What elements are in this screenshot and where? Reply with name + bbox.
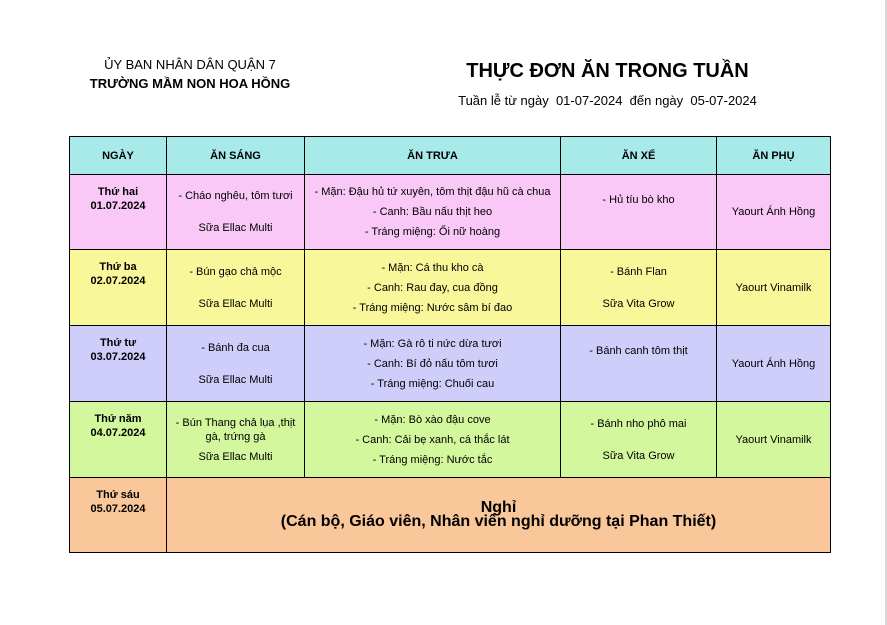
day-date: 03.07.2024 — [90, 351, 146, 363]
afternoon-item: - Hủ tíu bò kho — [602, 194, 675, 206]
lunch-soup: - Canh: Cải bẹ xanh, cá thắc lát — [355, 433, 510, 446]
column-header-lunch: ĂN TRƯA — [305, 137, 561, 175]
snack-cell — [717, 250, 831, 326]
table-row — [70, 402, 831, 478]
snack-cell — [717, 175, 831, 250]
holiday-title: Nghỉ — [480, 499, 517, 516]
table-row — [70, 326, 831, 402]
snack-cell — [717, 402, 831, 478]
day-cell — [70, 250, 167, 326]
snack-item: Yaourt Vinamilk — [735, 433, 812, 446]
day-date: 04.07.2024 — [90, 427, 146, 439]
table-row-holiday — [70, 478, 831, 553]
afternoon-cell — [561, 326, 717, 402]
day-name: Thứ tư — [99, 337, 137, 349]
breakfast-cell — [167, 175, 305, 250]
page-title: THỰC ĐƠN ĂN TRONG TUẦN — [466, 60, 749, 82]
snack-item: Yaourt Ánh Hồng — [731, 206, 816, 218]
column-header-afternoon: ĂN XẾ — [561, 137, 717, 175]
breakfast-cell — [167, 326, 305, 402]
breakfast-milk: Sữa Ellac Multi — [198, 222, 273, 234]
lunch-cell — [305, 250, 561, 326]
table-row — [70, 250, 831, 326]
column-header-snack: ĂN PHỤ — [717, 137, 831, 175]
lunch-cell — [305, 402, 561, 478]
afternoon-item: - Bánh canh tôm thịt — [589, 345, 688, 357]
afternoon-item: - Bánh nho phô mai — [590, 417, 687, 430]
lunch-soup: - Canh: Bầu nấu thịt heo — [372, 206, 493, 218]
organization-header — [60, 55, 320, 93]
lunch-dessert: - Tráng miệng: Chuối cau — [370, 377, 495, 390]
table-row — [70, 175, 831, 250]
afternoon-item: - Bánh Flan — [610, 265, 667, 278]
day-date: 01.07.2024 — [90, 200, 146, 212]
day-date: 02.07.2024 — [90, 275, 146, 287]
snack-item: Yaourt Vinamilk — [735, 281, 812, 294]
day-cell — [70, 402, 167, 478]
snack-cell — [717, 326, 831, 402]
day-cell — [70, 326, 167, 402]
breakfast-cell — [167, 402, 305, 478]
breakfast-milk: Sữa Ellac Multi — [198, 297, 273, 310]
week-range: Tuần lễ từ ngày 01-07-2024 đến ngày 05-07-2024 — [458, 93, 757, 108]
lunch-soup: - Canh: Bí đỏ nấu tôm tươi — [367, 357, 498, 370]
lunch-main: - Mặn: Đậu hủ tứ xuyên, tôm thịt đậu hũ cà chua — [314, 186, 551, 198]
day-name: Thứ sáu — [96, 489, 140, 501]
snack-item: Yaourt Ánh Hồng — [731, 357, 816, 370]
afternoon-cell — [561, 402, 717, 478]
day-name: Thứ năm — [94, 413, 142, 425]
afternoon-milk: Sữa Vita Grow — [602, 297, 675, 310]
breakfast-cell — [167, 250, 305, 326]
breakfast-item: - Bún Thang chả lụa ,thịt gà, trứng gà — [175, 416, 296, 443]
column-header-breakfast: ĂN SÁNG — [167, 137, 305, 175]
table-header-row — [70, 137, 831, 175]
lunch-cell — [305, 175, 561, 250]
lunch-main: - Mặn: Cá thu kho cà — [381, 261, 484, 274]
day-name: Thứ ba — [99, 261, 137, 273]
lunch-dessert: - Tráng miệng: Nước sâm bí đao — [352, 301, 513, 314]
column-header-day: NGÀY — [70, 137, 167, 175]
day-date: 05.07.2024 — [90, 503, 146, 515]
holiday-cell — [167, 478, 831, 553]
day-name: Thứ hai — [97, 186, 139, 198]
breakfast-milk: Sữa Ellac Multi — [198, 450, 273, 463]
breakfast-item: - Bánh đa cua — [201, 341, 270, 354]
afternoon-cell — [561, 250, 717, 326]
lunch-dessert: - Tráng miệng: Nước tắc — [372, 453, 493, 466]
day-cell — [70, 478, 167, 553]
lunch-main: - Mặn: Bò xào đậu cove — [374, 413, 491, 426]
menu-table — [69, 136, 831, 553]
org-school: TRƯỜNG MẦM NON HOA HỒNG — [89, 76, 291, 91]
lunch-main: - Mặn: Gà rô ti nức dừa tươi — [363, 337, 502, 350]
afternoon-cell — [561, 175, 717, 250]
breakfast-item: - Cháo nghêu, tôm tươi — [178, 190, 293, 202]
holiday-note: (Cán bộ, Giáo viên, Nhân viên nghỉ dưỡng tại Phan Thiết) — [280, 513, 717, 530]
lunch-soup: - Canh: Rau đay, cua đồng — [367, 281, 498, 294]
afternoon-milk: Sữa Vita Grow — [602, 449, 675, 462]
org-district: ỦY BAN NHÂN DÂN QUẬN 7 — [104, 57, 276, 72]
lunch-cell — [305, 326, 561, 402]
day-cell — [70, 175, 167, 250]
breakfast-item: - Bún gạo chả mộc — [189, 265, 282, 278]
lunch-dessert: - Tráng miệng: Ổi nữ hoàng — [364, 226, 501, 238]
breakfast-milk: Sữa Ellac Multi — [198, 373, 273, 386]
